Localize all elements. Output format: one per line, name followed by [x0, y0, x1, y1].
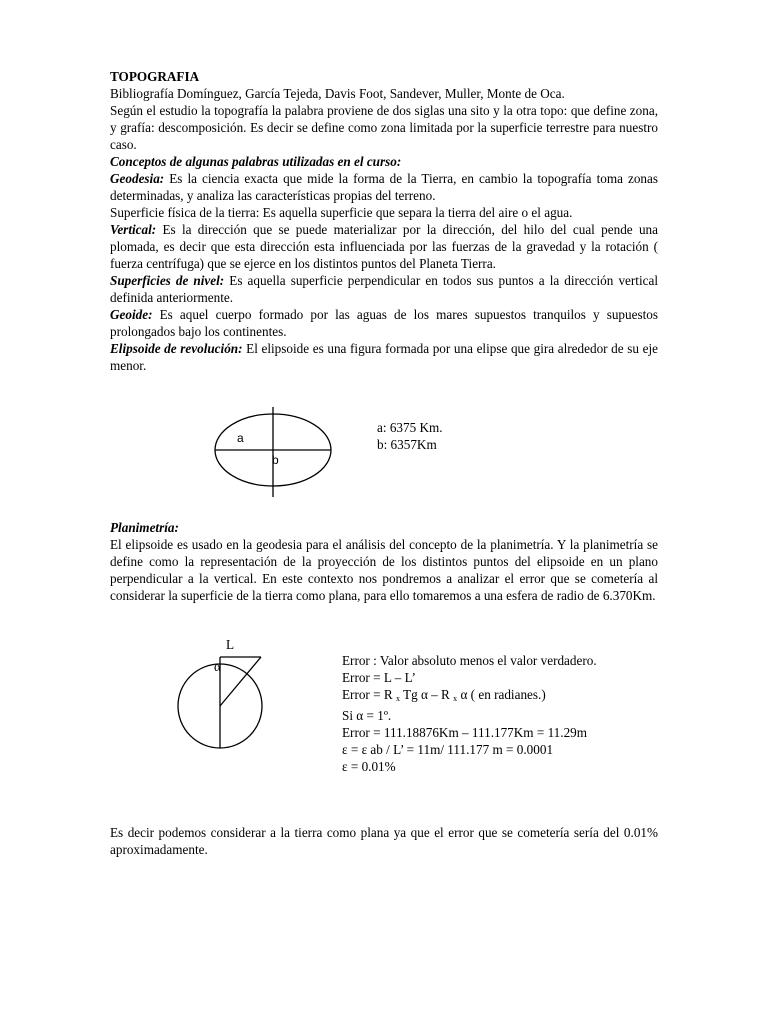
- ellipse-value-b: b: 6357Km: [377, 437, 437, 452]
- conclusion-section: [110, 824, 658, 858]
- intro-section: [110, 68, 658, 374]
- conclusion-paragraph: Es decir podemos considerar a la tierra como plana ya que el error que se cometería sería del 0.01% aproximadamente.: [110, 825, 658, 857]
- error-line-3-sub2: x: [453, 694, 458, 703]
- definition-superficie-fisica: Superficie física de la tierra: Es aquella superficie que separa la tierra del aire o el agua.: [110, 205, 573, 220]
- error-line-1: Error : Valor absoluto menos el valor verdadero.: [342, 653, 597, 668]
- sphere-error-diagram: [170, 650, 280, 762]
- concepts-heading: Conceptos de algunas palabras utilizadas en el curso:: [110, 154, 402, 169]
- definition-elipsoide: [110, 340, 658, 374]
- planimetria-heading: Planimetría:: [110, 520, 179, 535]
- text-geodesia: Es la ciencia exacta que mide la forma de la Tierra, en cambio la topografía toma zonas determinadas, y analiza las características propias del terreno.: [110, 171, 658, 203]
- error-line-3-c: Tg α – R: [399, 687, 454, 702]
- ellipse-label-a: a: [237, 431, 244, 445]
- error-line-6: ε = ε ab / L’ = 11m/ 111.177 m = 0.0001: [342, 742, 554, 757]
- bibliography: Bibliografía Domínguez, García Tejeda, Davis Foot, Sandever, Muller, Monte de Oca.: [110, 86, 565, 101]
- definition-vertical: [110, 221, 658, 272]
- circle-label-L: L: [226, 637, 235, 652]
- error-line-3-e: α ( en radianes.): [457, 687, 546, 702]
- error-line-3: [342, 686, 597, 707]
- text-elipsoide: El elipsoide es una figura formada por una elipse que gira alrededor de su eje menor.: [110, 341, 658, 373]
- intro-paragraph: Según el estudio la topografía la palabra proviene de dos siglas una sito y la otra topo: que define zona, y grafía: descomposición. Es decir se define como zona limitada por la superficie terrestre para nuestro caso.: [110, 103, 658, 152]
- error-formulas: [342, 652, 597, 775]
- definition-geoide: [110, 306, 658, 340]
- ellipse-value-a: a: 6375 Km.: [377, 420, 443, 435]
- circle-label-alpha: α: [214, 659, 221, 674]
- error-line-5: Error = 111.18876Km – 111.177Km = 11.29m: [342, 725, 588, 740]
- term-vertical: Vertical:: [110, 222, 157, 237]
- term-geodesia: Geodesia:: [110, 171, 165, 186]
- error-line-7: ε = 0.01%: [342, 759, 396, 774]
- page-title: TOPOGRAFIA: [110, 69, 200, 84]
- error-line-3-sub1: x: [395, 694, 400, 703]
- planimetria-section: [110, 519, 658, 604]
- ellipse-label-b: b: [272, 453, 279, 467]
- error-line-4: Si α = 1º.: [342, 708, 392, 723]
- text-geoide: Es aquel cuerpo formado por las aguas de los mares supuestos tranquilos y supuestos prolongados bajo los continentes.: [110, 307, 658, 339]
- error-line-3-a: Error = R: [342, 687, 396, 702]
- definition-geodesia: [110, 170, 658, 204]
- text-superficies-nivel: Es aquella superficie perpendicular en todos sus puntos a la dirección vertical definida anteriormente.: [110, 273, 658, 305]
- term-elipsoide: Elipsoide de revolución:: [110, 341, 243, 356]
- definition-superficies-nivel: [110, 272, 658, 306]
- error-line-2: Error = L – L’: [342, 670, 416, 685]
- text-vertical: Es la dirección que se puede materializar por la dirección, del hilo del cual pende una plomada, es decir que esta dirección esta influenciada por las fuerzas de la gravedad y la rotación ( fuerza centrífuga) que se ejerce en los distintos puntos del Planeta Tierra.: [110, 222, 658, 271]
- term-superficies-nivel: Superficies de nivel:: [110, 273, 225, 288]
- term-geoide: Geoide:: [110, 307, 153, 322]
- planimetria-paragraph: El elipsoide es usado en la geodesia para el análisis del concepto de la planimetría. Y la planimetría se define como la representación de la proyección de los distintos puntos del elipsoide en un plano perpendicular a la vertical. En este contexto nos pondremos a analizar el error que se cometería al considerar la superficie de la tierra como plana, para ello tomaremos a una esfera de radio de 6.370Km.: [110, 537, 658, 603]
